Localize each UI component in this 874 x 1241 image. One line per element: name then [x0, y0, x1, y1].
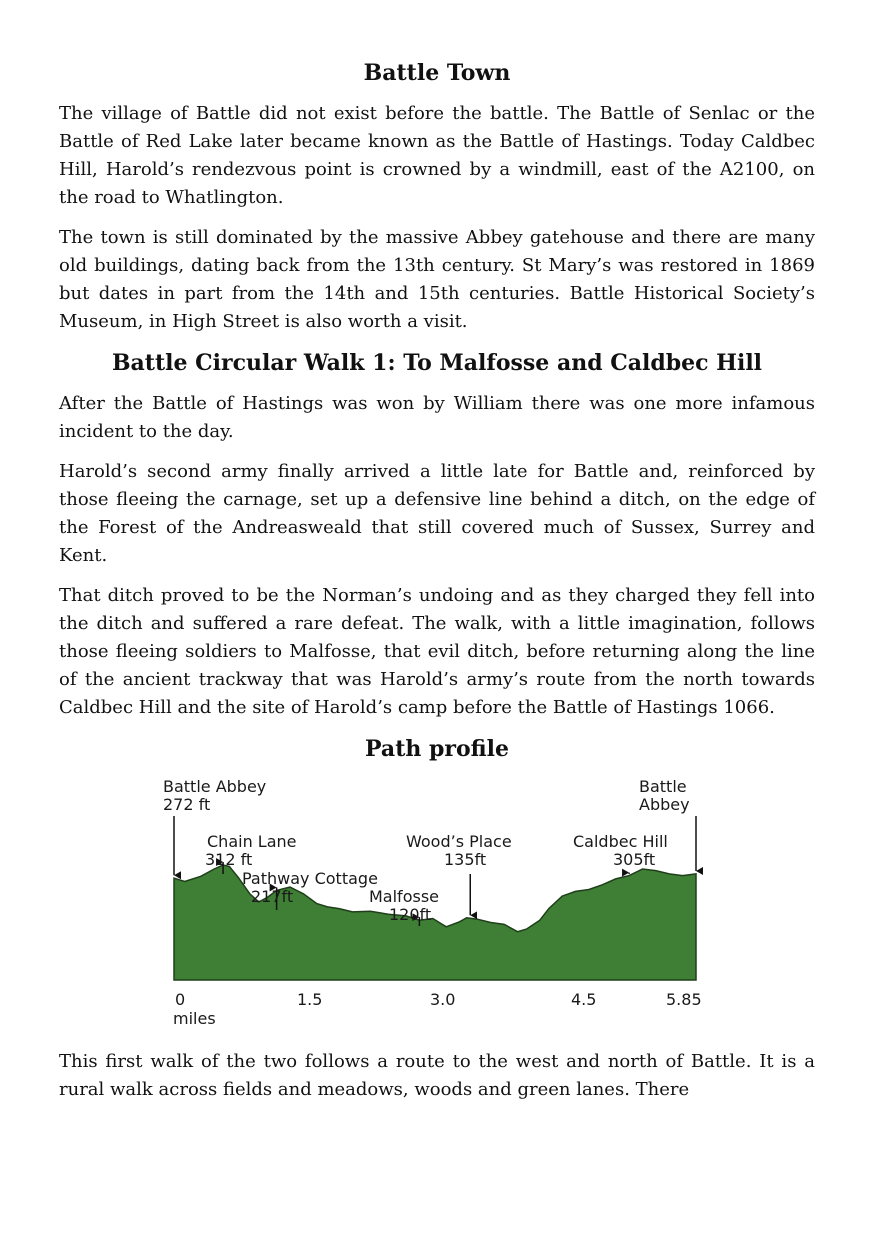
path-profile-chart — [59, 772, 815, 1034]
x-tick-label: 1.5 — [297, 990, 323, 1009]
landmark-name-abbey-end: Abbey — [639, 795, 690, 814]
paragraph: Harold’s second army finally arrived a little late for Battle and, reinforced by those fleeing the carnage, set up a defensive line behind a ditch, on the edge of the Forest of the Andreasweald that still covered much of Sussex, Surrey and Kent. — [59, 461, 815, 566]
landmark-elevation-malfosse: 120ft — [389, 905, 432, 924]
paragraph: This first walk of the two follows a route to the west and north of Battle. It is a rural walk across fields and meadows, woods and green lanes. There — [59, 1051, 815, 1100]
x-tick-label: 4.5 — [571, 990, 597, 1009]
landmark-name-chain-lane: Chain Lane — [207, 832, 297, 851]
landmark-elevation-pathway-cottage: 217ft — [251, 887, 294, 906]
landmark-name-woods-place: Wood’s Place — [406, 832, 512, 851]
landmark-elevation-battle-abbey-start: 272 ft — [163, 795, 211, 814]
x-tick-label: 5.85 — [666, 990, 702, 1009]
paragraph: The town is still dominated by the massive Abbey gatehouse and there are many old buildings, dating back from the 13th century. St Mary’s was restored in 1869 but dates in part from the 14th and 15th centuries. Battle Historical Society’s Museum, in High Street is also worth a visit. — [59, 227, 815, 332]
x-tick-label: 0 — [175, 990, 186, 1009]
paragraph: That ditch proved to be the Norman’s undoing and as they charged they fell into the ditch and suffered a rare defeat. The walk, with a little imagination, follows those fleeing soldiers to Malfosse, that evil ditch, before returning along the line of the ancient trackway that was Harold’s army’s route from the north towards Caldbec Hill and the site of Harold’s camp before the Battle of Hastings 1066. — [59, 585, 815, 718]
section-title-battle-town: Battle Town — [363, 60, 511, 86]
landmark-name-battle-end: Battle — [639, 777, 687, 796]
landmark-elevation-woods-place: 135ft — [444, 850, 487, 869]
path-profile-title: Path profile — [364, 736, 510, 762]
path-profile-svg — [59, 772, 815, 1034]
landmark-elevation-chain-lane: 312 ft — [205, 850, 253, 869]
landmark-name-caldbec-hill: Caldbec Hill — [573, 832, 668, 851]
x-axis-unit-label: miles — [173, 1009, 216, 1028]
document-page — [59, 58, 815, 1116]
landmark-elevation-caldbec-hill: 305ft — [613, 850, 656, 869]
x-tick-label: 3.0 — [430, 990, 456, 1009]
paragraph: After the Battle of Hastings was won by William there was one more infamous incident to the day. — [59, 393, 815, 442]
landmark-name-pathway-cottage: Pathway Cottage — [242, 869, 378, 888]
paragraph: The village of Battle did not exist before the battle. The Battle of Senlac or the Battle of Red Lake later became known as the Battle of Hastings. Today Caldbec Hill, Harold’s rendezvous point is crowned by a windmill, east of the A2100, on the road to Whatlington. — [59, 103, 815, 208]
landmark-name-battle-abbey-start: Battle Abbey — [163, 777, 267, 796]
landmark-name-malfosse: Malfosse — [369, 887, 439, 906]
section-title-circular-walk: Battle Circular Walk 1: To Malfosse and Caldbec Hill — [111, 350, 763, 376]
